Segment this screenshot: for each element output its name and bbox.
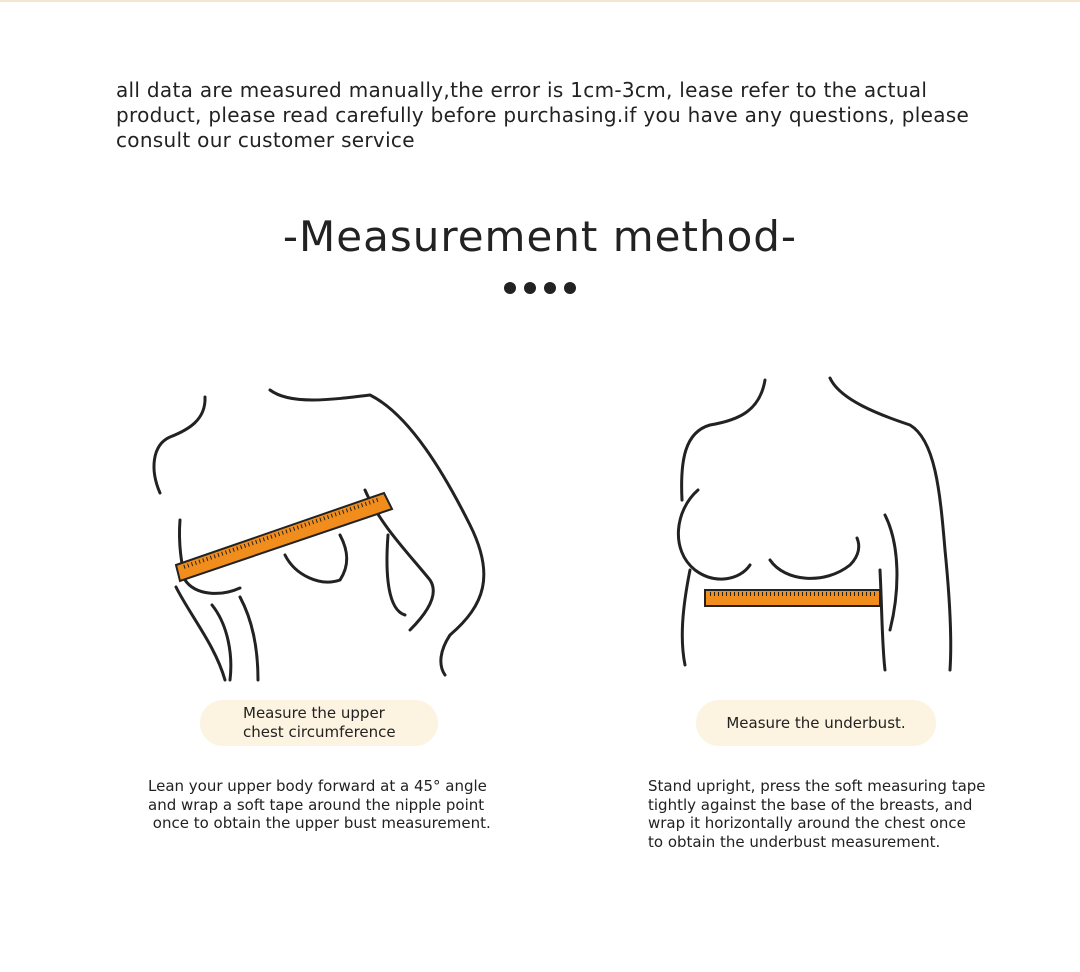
dot bbox=[544, 282, 556, 294]
underbust-illustration bbox=[660, 370, 970, 680]
dot bbox=[564, 282, 576, 294]
title-dots bbox=[0, 282, 1080, 294]
section-title: -Measurement method- bbox=[282, 212, 798, 261]
upper-chest-label bbox=[200, 700, 438, 746]
underbust-description: Stand upright, press the soft measuring tape tightly against the base of the breasts, and wrap it horizontally around the chest once to obtain the underbust measurement. bbox=[648, 777, 986, 851]
top-divider bbox=[0, 0, 1080, 2]
dot bbox=[524, 282, 536, 294]
measuring-tape-icon bbox=[176, 493, 392, 581]
upper-chest-label-text: Measure the upper chest circumference bbox=[243, 704, 396, 741]
upper-chest-description: Lean your upper body forward at a 45° angle and wrap a soft tape around the nipple point once to obtain the upper bust measurement. bbox=[148, 777, 491, 832]
upper-chest-illustration bbox=[140, 375, 510, 685]
underbust-label bbox=[696, 700, 936, 746]
underbust-label-text: Measure the underbust. bbox=[726, 713, 906, 732]
measuring-tape-icon bbox=[705, 590, 880, 606]
measurement-notice: all data are measured manually,the error is 1cm-3cm, lease refer to the actual product, please read carefully before purchasing.if you have any questions, please consult our customer service bbox=[116, 78, 970, 152]
dot bbox=[504, 282, 516, 294]
